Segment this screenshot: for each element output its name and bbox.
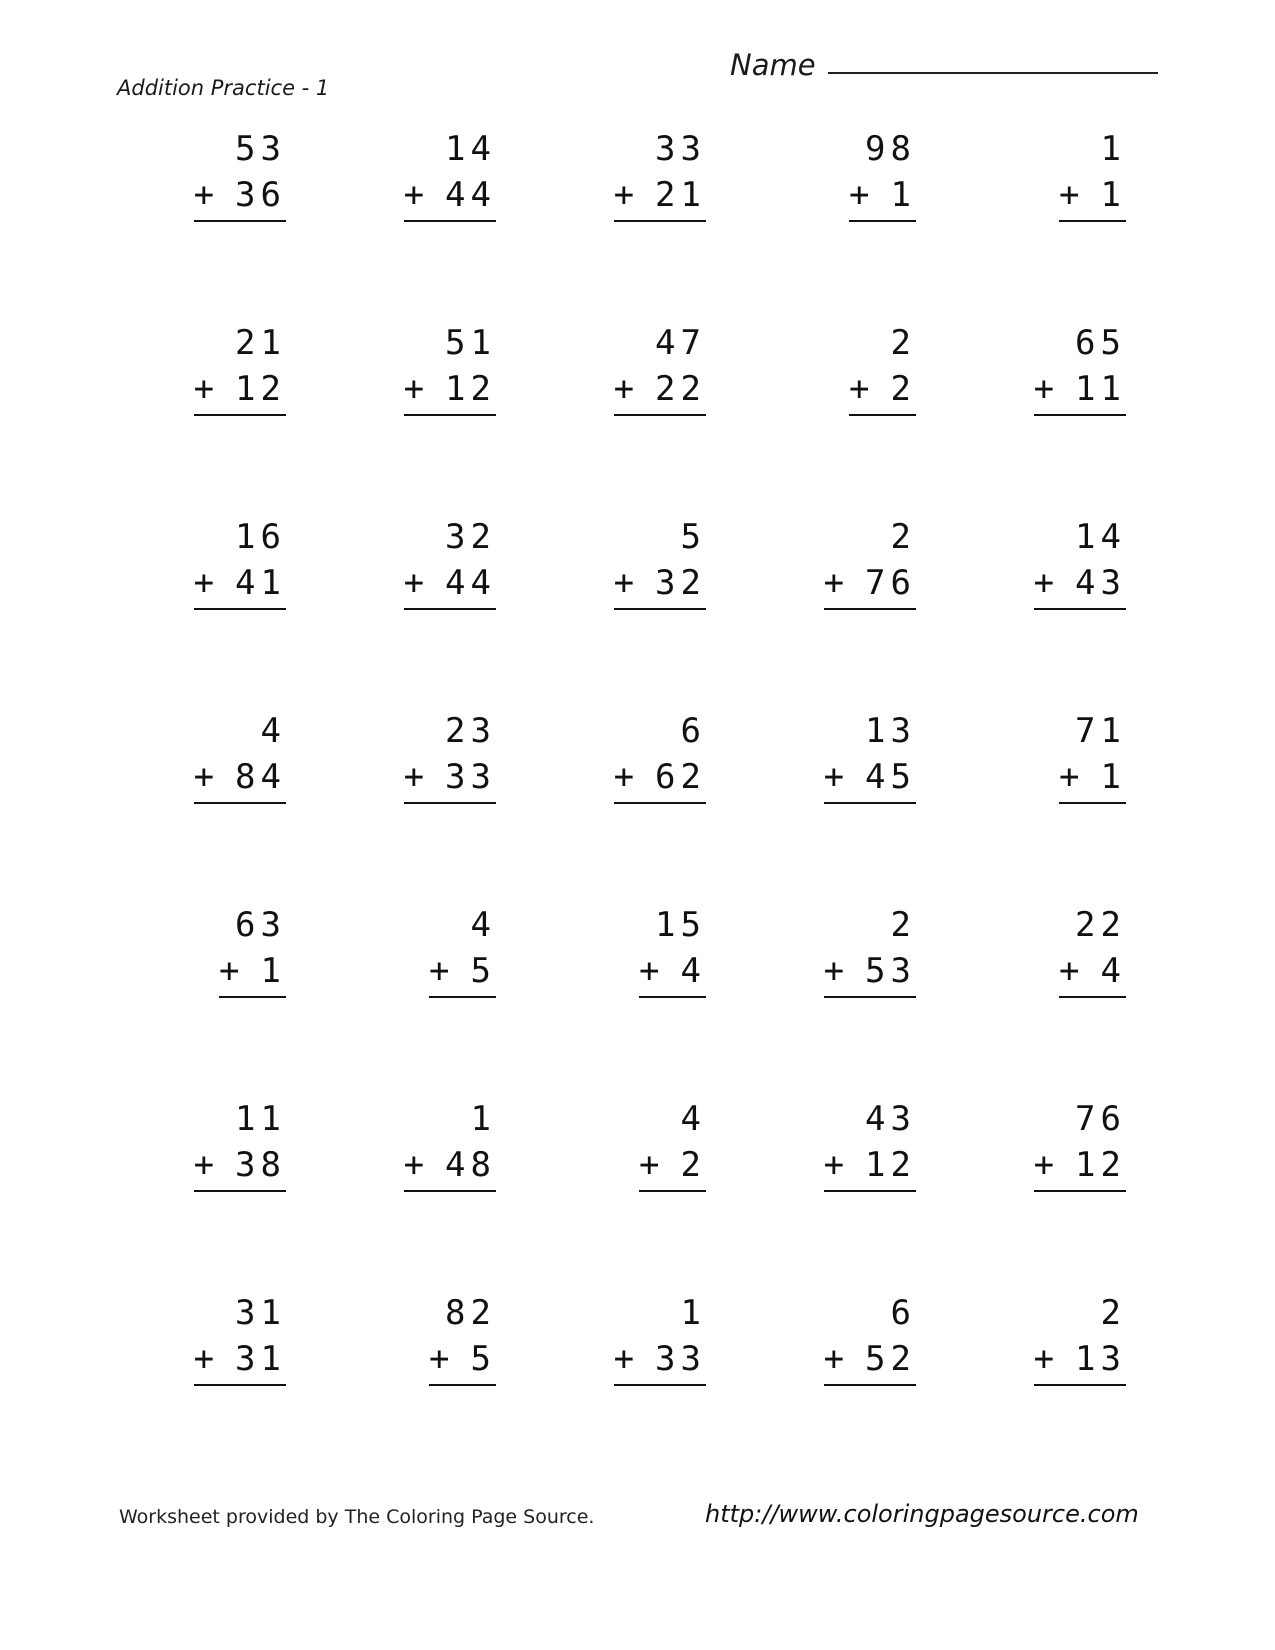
- addition-problem: [140, 320, 350, 514]
- bottom-row: [194, 172, 286, 218]
- answer-line: [404, 414, 496, 416]
- addition-problem: [770, 1096, 980, 1290]
- bottom-row: [614, 1336, 706, 1382]
- bottom-row: [614, 754, 706, 800]
- bottom-row: [824, 560, 916, 606]
- problem-stack: [219, 902, 286, 998]
- bottom-row: [1059, 754, 1126, 800]
- answer-line: [194, 220, 286, 222]
- plus-sign: +: [1059, 175, 1085, 215]
- plus-sign: +: [429, 1339, 455, 1379]
- bottom-row: [219, 948, 286, 994]
- bottom-addend: 76: [865, 563, 916, 603]
- bottom-addend: 52: [865, 1339, 916, 1379]
- addition-problem: [140, 708, 350, 902]
- plus-sign: +: [823, 1339, 850, 1379]
- problem-stack: [1059, 126, 1126, 222]
- answer-line: [194, 802, 286, 804]
- addition-problem: [560, 1096, 770, 1290]
- problem-stack: [404, 708, 496, 804]
- answer-line: [219, 996, 286, 998]
- plus-sign: +: [613, 369, 640, 409]
- bottom-addend: 33: [655, 1339, 706, 1379]
- addition-problem: [350, 126, 560, 320]
- plus-sign: +: [613, 175, 640, 215]
- plus-sign: +: [849, 175, 875, 215]
- top-addend: 63: [235, 905, 286, 945]
- answer-line: [404, 802, 496, 804]
- bottom-addend: 22: [655, 369, 706, 409]
- addition-problem: [980, 902, 1190, 1096]
- plus-sign: +: [613, 757, 640, 797]
- addition-problem: [980, 1290, 1190, 1484]
- addition-problem: [770, 708, 980, 902]
- addition-problem: [140, 902, 350, 1096]
- problem-stack: [404, 126, 496, 222]
- bottom-addend: 36: [235, 175, 286, 215]
- top-addend: 15: [655, 905, 706, 945]
- addition-problem: [560, 902, 770, 1096]
- top-addend: 2: [890, 517, 916, 557]
- top-addend: 4: [260, 711, 286, 751]
- bottom-row: [1034, 366, 1126, 412]
- top-addend: 31: [235, 1293, 286, 1333]
- bottom-row: [194, 1142, 286, 1188]
- addition-problem: [770, 1290, 980, 1484]
- problem-stack: [849, 126, 916, 222]
- answer-line: [194, 608, 286, 610]
- problem-grid: [140, 126, 1190, 1484]
- bottom-row: [194, 754, 286, 800]
- plus-sign: +: [849, 369, 875, 409]
- answer-line: [849, 220, 916, 222]
- bottom-addend: 21: [655, 175, 706, 215]
- bottom-row: [824, 1142, 916, 1188]
- bottom-row: [1059, 172, 1126, 218]
- answer-line: [194, 1190, 286, 1192]
- top-addend: 53: [235, 129, 286, 169]
- top-addend: 22: [1075, 905, 1126, 945]
- top-addend: 6: [680, 711, 706, 751]
- bottom-row: [404, 1142, 496, 1188]
- addition-problem: [350, 320, 560, 514]
- answer-line: [824, 1384, 916, 1386]
- plus-sign: +: [1059, 951, 1085, 991]
- top-addend: 4: [680, 1099, 706, 1139]
- addition-problem: [560, 514, 770, 708]
- problem-stack: [639, 902, 706, 998]
- plus-sign: +: [403, 369, 430, 409]
- bottom-row: [404, 172, 496, 218]
- bottom-addend: 44: [445, 175, 496, 215]
- addition-problem: [350, 902, 560, 1096]
- addition-problem: [980, 708, 1190, 902]
- addition-problem: [770, 126, 980, 320]
- plus-sign: +: [193, 369, 220, 409]
- problem-stack: [404, 514, 496, 610]
- footer-credit: Worksheet provided by The Coloring Page Source.: [119, 1506, 595, 1528]
- answer-line: [614, 220, 706, 222]
- plus-sign: +: [823, 951, 850, 991]
- plus-sign: +: [613, 563, 640, 603]
- answer-line: [1034, 1190, 1126, 1192]
- addition-problem: [770, 514, 980, 708]
- top-addend: 1: [680, 1293, 706, 1333]
- problem-stack: [194, 514, 286, 610]
- problem-stack: [639, 1096, 706, 1192]
- bottom-addend: 1: [1100, 757, 1126, 797]
- answer-line: [429, 1384, 496, 1386]
- bottom-addend: 44: [445, 563, 496, 603]
- problem-stack: [194, 126, 286, 222]
- bottom-addend: 2: [890, 369, 916, 409]
- addition-problem: [350, 1096, 560, 1290]
- bottom-row: [404, 754, 496, 800]
- addition-problem: [350, 1290, 560, 1484]
- addition-problem: [140, 1096, 350, 1290]
- name-label: Name: [730, 48, 816, 82]
- plus-sign: +: [823, 757, 850, 797]
- top-addend: 11: [235, 1099, 286, 1139]
- problem-stack: [1034, 514, 1126, 610]
- top-addend: 2: [890, 323, 916, 363]
- plus-sign: +: [613, 1339, 640, 1379]
- problem-stack: [194, 320, 286, 416]
- problem-stack: [614, 320, 706, 416]
- problem-stack: [429, 1290, 496, 1386]
- bottom-row: [404, 366, 496, 412]
- answer-line: [404, 1190, 496, 1192]
- top-addend: 71: [1075, 711, 1126, 751]
- problem-stack: [824, 708, 916, 804]
- plus-sign: +: [403, 175, 430, 215]
- bottom-row: [824, 754, 916, 800]
- answer-line: [404, 220, 496, 222]
- problem-stack: [849, 320, 916, 416]
- bottom-row: [404, 560, 496, 606]
- answer-line: [1034, 608, 1126, 610]
- plus-sign: +: [1033, 369, 1060, 409]
- answer-line: [849, 414, 916, 416]
- plus-sign: +: [219, 951, 245, 991]
- top-addend: 6: [890, 1293, 916, 1333]
- answer-line: [404, 608, 496, 610]
- top-addend: 1: [470, 1099, 496, 1139]
- problem-stack: [614, 126, 706, 222]
- footer-url: http://www.coloringpagesource.com: [705, 1500, 1139, 1528]
- top-addend: 4: [470, 905, 496, 945]
- top-addend: 2: [1100, 1293, 1126, 1333]
- answer-line: [824, 608, 916, 610]
- answer-line: [1059, 802, 1126, 804]
- bottom-addend: 1: [260, 951, 286, 991]
- bottom-row: [639, 948, 706, 994]
- bottom-row: [849, 172, 916, 218]
- answer-line: [1034, 414, 1126, 416]
- bottom-row: [194, 366, 286, 412]
- bottom-row: [429, 1336, 496, 1382]
- answer-line: [194, 1384, 286, 1386]
- problem-stack: [824, 514, 916, 610]
- addition-problem: [140, 126, 350, 320]
- top-addend: 65: [1075, 323, 1126, 363]
- bottom-addend: 12: [865, 1145, 916, 1185]
- bottom-row: [194, 1336, 286, 1382]
- top-addend: 32: [445, 517, 496, 557]
- top-addend: 14: [445, 129, 496, 169]
- addition-problem: [980, 514, 1190, 708]
- plus-sign: +: [429, 951, 455, 991]
- bottom-addend: 1: [890, 175, 916, 215]
- bottom-addend: 12: [235, 369, 286, 409]
- name-blank-line: [828, 72, 1158, 74]
- bottom-row: [1034, 1336, 1126, 1382]
- problem-stack: [614, 1290, 706, 1386]
- plus-sign: +: [639, 951, 665, 991]
- problem-stack: [824, 1290, 916, 1386]
- bottom-addend: 33: [445, 757, 496, 797]
- answer-line: [639, 1190, 706, 1192]
- problem-stack: [404, 320, 496, 416]
- plus-sign: +: [193, 563, 220, 603]
- bottom-addend: 12: [445, 369, 496, 409]
- top-addend: 13: [865, 711, 916, 751]
- plus-sign: +: [1033, 563, 1060, 603]
- answer-line: [1059, 220, 1126, 222]
- addition-problem: [560, 708, 770, 902]
- top-addend: 43: [865, 1099, 916, 1139]
- plus-sign: +: [193, 757, 220, 797]
- problem-stack: [1034, 1096, 1126, 1192]
- addition-problem: [770, 320, 980, 514]
- answer-line: [194, 414, 286, 416]
- bottom-row: [429, 948, 496, 994]
- bottom-addend: 5: [470, 1339, 496, 1379]
- answer-line: [639, 996, 706, 998]
- bottom-addend: 45: [865, 757, 916, 797]
- addition-problem: [980, 320, 1190, 514]
- top-addend: 47: [655, 323, 706, 363]
- bottom-row: [849, 366, 916, 412]
- addition-problem: [560, 1290, 770, 1484]
- top-addend: 51: [445, 323, 496, 363]
- addition-problem: [560, 126, 770, 320]
- addition-problem: [560, 320, 770, 514]
- bottom-row: [614, 560, 706, 606]
- top-addend: 16: [235, 517, 286, 557]
- problem-stack: [194, 1096, 286, 1192]
- bottom-addend: 13: [1075, 1339, 1126, 1379]
- bottom-addend: 41: [235, 563, 286, 603]
- addition-problem: [980, 126, 1190, 320]
- answer-line: [824, 802, 916, 804]
- problem-stack: [194, 708, 286, 804]
- plus-sign: +: [403, 563, 430, 603]
- top-addend: 33: [655, 129, 706, 169]
- name-field: [730, 48, 1158, 82]
- problem-stack: [614, 708, 706, 804]
- plus-sign: +: [1033, 1145, 1060, 1185]
- answer-line: [614, 608, 706, 610]
- plus-sign: +: [1033, 1339, 1060, 1379]
- answer-line: [614, 802, 706, 804]
- top-addend: 76: [1075, 1099, 1126, 1139]
- top-addend: 1: [1100, 129, 1126, 169]
- answer-line: [824, 1190, 916, 1192]
- bottom-addend: 2: [680, 1145, 706, 1185]
- plus-sign: +: [639, 1145, 665, 1185]
- answer-line: [429, 996, 496, 998]
- top-addend: 98: [865, 129, 916, 169]
- problem-stack: [824, 902, 916, 998]
- bottom-addend: 1: [1100, 175, 1126, 215]
- top-addend: 82: [445, 1293, 496, 1333]
- answer-line: [614, 414, 706, 416]
- addition-problem: [980, 1096, 1190, 1290]
- problem-stack: [614, 514, 706, 610]
- bottom-addend: 31: [235, 1339, 286, 1379]
- bottom-addend: 32: [655, 563, 706, 603]
- bottom-row: [614, 172, 706, 218]
- addition-problem: [350, 708, 560, 902]
- bottom-addend: 5: [470, 951, 496, 991]
- plus-sign: +: [403, 1145, 430, 1185]
- addition-problem: [350, 514, 560, 708]
- answer-line: [1034, 1384, 1126, 1386]
- problem-stack: [404, 1096, 496, 1192]
- bottom-row: [824, 1336, 916, 1382]
- problem-stack: [429, 902, 496, 998]
- problem-stack: [824, 1096, 916, 1192]
- bottom-addend: 62: [655, 757, 706, 797]
- top-addend: 5: [680, 517, 706, 557]
- bottom-addend: 43: [1075, 563, 1126, 603]
- worksheet-title: Addition Practice - 1: [117, 76, 330, 100]
- bottom-row: [639, 1142, 706, 1188]
- top-addend: 23: [445, 711, 496, 751]
- bottom-row: [194, 560, 286, 606]
- answer-line: [1059, 996, 1126, 998]
- addition-problem: [770, 902, 980, 1096]
- bottom-addend: 38: [235, 1145, 286, 1185]
- plus-sign: +: [823, 1145, 850, 1185]
- top-addend: 21: [235, 323, 286, 363]
- bottom-addend: 11: [1075, 369, 1126, 409]
- problem-stack: [1059, 708, 1126, 804]
- bottom-addend: 12: [1075, 1145, 1126, 1185]
- bottom-addend: 4: [680, 951, 706, 991]
- answer-line: [824, 996, 916, 998]
- plus-sign: +: [1059, 757, 1085, 797]
- bottom-addend: 4: [1100, 951, 1126, 991]
- bottom-row: [1059, 948, 1126, 994]
- problem-stack: [1034, 1290, 1126, 1386]
- top-addend: 14: [1075, 517, 1126, 557]
- bottom-row: [614, 366, 706, 412]
- bottom-addend: 84: [235, 757, 286, 797]
- bottom-addend: 53: [865, 951, 916, 991]
- bottom-row: [1034, 1142, 1126, 1188]
- problem-stack: [194, 1290, 286, 1386]
- problem-stack: [1034, 320, 1126, 416]
- bottom-row: [824, 948, 916, 994]
- bottom-addend: 48: [445, 1145, 496, 1185]
- plus-sign: +: [193, 1145, 220, 1185]
- plus-sign: +: [403, 757, 430, 797]
- top-addend: 2: [890, 905, 916, 945]
- problem-stack: [1059, 902, 1126, 998]
- bottom-row: [1034, 560, 1126, 606]
- addition-problem: [140, 514, 350, 708]
- plus-sign: +: [193, 1339, 220, 1379]
- answer-line: [614, 1384, 706, 1386]
- addition-problem: [140, 1290, 350, 1484]
- plus-sign: +: [193, 175, 220, 215]
- plus-sign: +: [823, 563, 850, 603]
